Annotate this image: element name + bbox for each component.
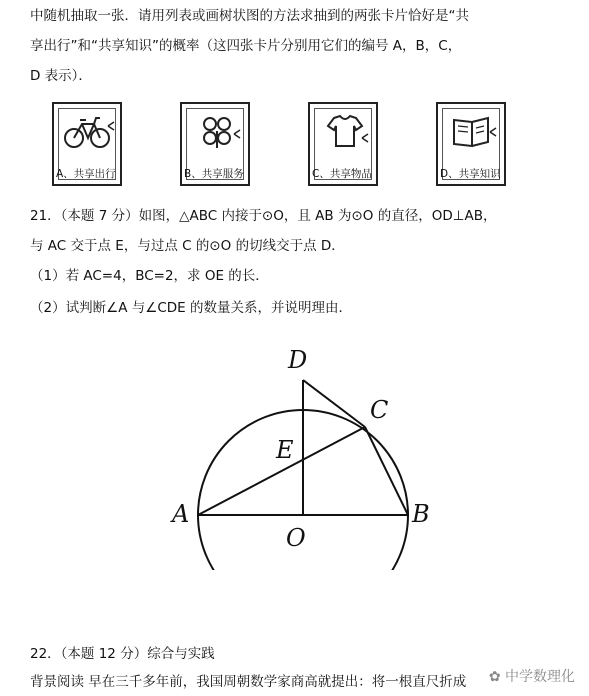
label-d: D	[288, 346, 308, 374]
bicycle-icon	[62, 112, 116, 152]
watermark-text: 中学数理化	[505, 669, 575, 685]
clover-icon	[190, 112, 244, 152]
q20-text-line-2: 享出行”和“共享知识”的概率（这四张卡片分别用它们的编号 A，B，C，	[30, 38, 462, 54]
book-icon	[446, 112, 500, 152]
q21-part-2: （2）试判断∠A 与∠CDE 的数量关系，并说明理由．	[30, 300, 352, 316]
geometry-figure	[160, 340, 450, 570]
card-a	[52, 102, 122, 186]
card-d-label: D、共享知识	[440, 168, 501, 180]
tangent-dc	[303, 380, 365, 427]
q22-text-line-1: 22．（本题 12 分）综合与实践	[30, 646, 215, 662]
label-c: C	[370, 396, 389, 424]
wechat-icon: ✿	[488, 669, 505, 685]
card-c	[308, 102, 378, 186]
label-o: O	[286, 524, 306, 552]
q21-text-line-2: 与 AC 交于点 E，与过点 C 的⊙O 的切线交于点 D．	[30, 238, 345, 254]
card-c-label: C、共享物品	[312, 168, 372, 180]
label-b: B	[412, 500, 430, 528]
chord-bc	[365, 427, 408, 515]
label-a: A	[172, 500, 190, 528]
q22-text-line-2: 背景阅读 早在三千多年前，我国周朝数学家商高就提出：将一根直尺折成	[30, 674, 467, 690]
card-b	[180, 102, 250, 186]
card-d	[436, 102, 506, 186]
card-b-label: B、共享服务	[184, 168, 244, 180]
card-a-label: A、共享出行	[56, 168, 116, 180]
tshirt-icon	[318, 112, 372, 152]
q20-text-line-3: D 表示）．	[30, 68, 92, 84]
q21-part-1: （1）若 AC=4，BC=2，求 OE 的长．	[30, 268, 269, 284]
q20-text-line-1: 中随机抽取一张．请用列表或画树状图的方法求抽到的两张卡片恰好是“共	[30, 8, 469, 24]
q21-text-line-1: 21．（本题 7 分）如图，△ABC 内接于⊙O，且 AB 为⊙O 的直径，OD⊥AB，	[30, 208, 497, 224]
watermark	[489, 666, 575, 686]
label-e: E	[276, 436, 294, 464]
